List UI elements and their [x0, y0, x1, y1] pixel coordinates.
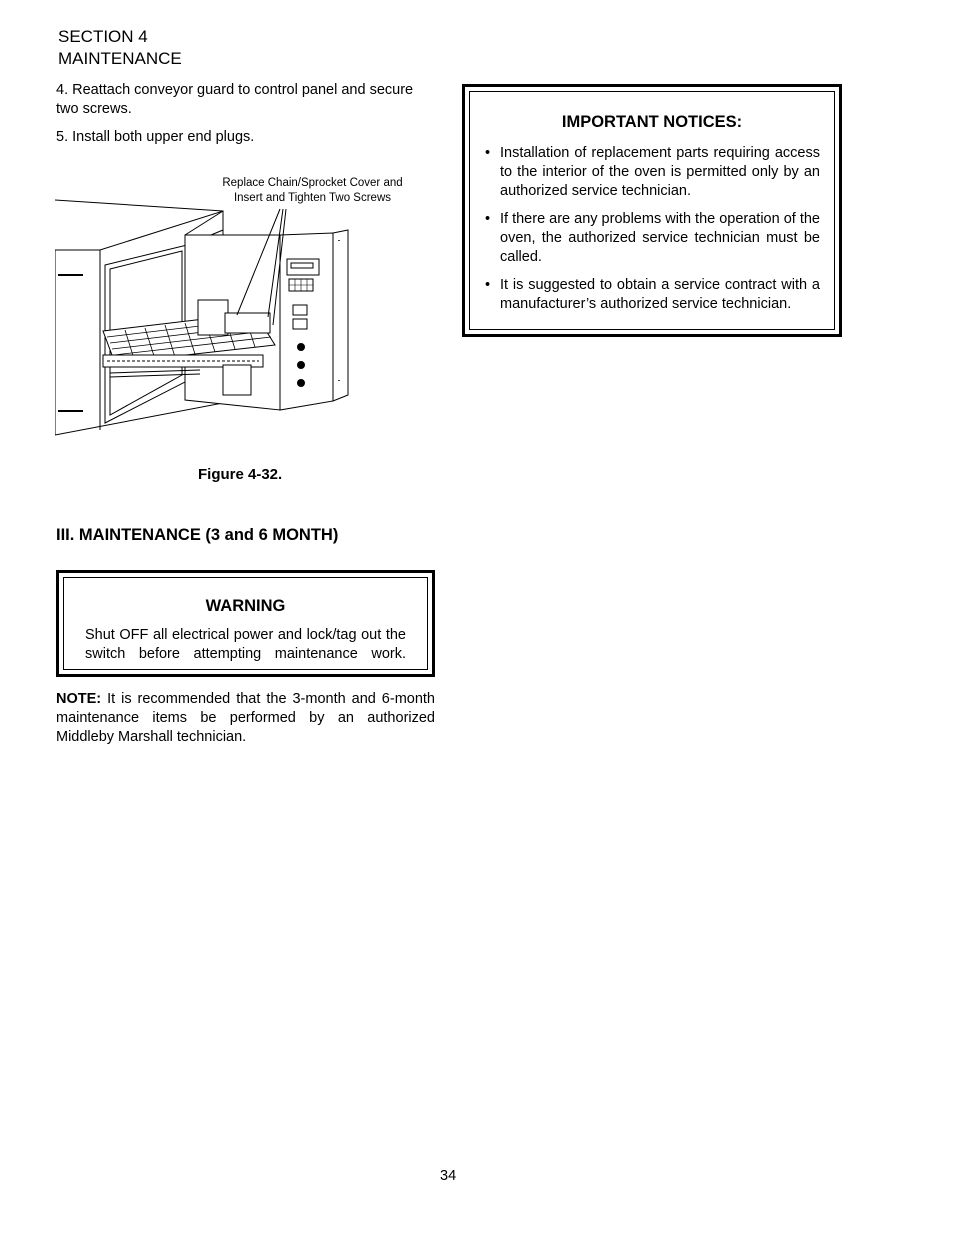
warning-box: [56, 570, 435, 677]
callout-line-1: Replace Chain/Sprocket Cover and: [222, 177, 403, 189]
section-number: SECTION 4: [58, 27, 148, 46]
page-number: 34: [440, 1168, 457, 1184]
notice-item: • It is suggested to obtain a service contract with a manufacturer’s authorized service technician.: [495, 276, 820, 314]
warning-text: Shut OFF all electrical power and lock/tag out the switch before attempting maintenance work.: [85, 627, 406, 662]
note-paragraph: [56, 690, 435, 747]
figure-label: Figure 4-32.: [198, 466, 283, 483]
notice-item: • If there are any problems with the operation of the oven, the authorized service technician must be called.: [495, 210, 820, 267]
notice-item: • Installation of replacement parts requiring access to the interior of the oven is permitted only by an authorized service technician.: [495, 144, 820, 201]
section-header: [58, 26, 182, 70]
warning-box-inner: [63, 577, 428, 670]
step-4: 4. Reattach conveyor guard to control panel and secure two screws.: [56, 82, 414, 117]
notices-list: [495, 144, 820, 323]
oven-conveyor-illustration: [55, 195, 355, 440]
note-label: NOTE:: [56, 691, 102, 707]
important-notices-box: [462, 84, 842, 337]
warning-title: WARNING: [205, 597, 286, 615]
note-text: It is recommended that the 3-month and 6-month maintenance items be performed by an authorized Middleby Marshall technician.: [56, 691, 435, 745]
maintenance-heading: III. MAINTENANCE (3 and 6 MONTH): [56, 526, 339, 544]
notices-title: IMPORTANT NOTICES:: [561, 113, 743, 131]
section-title: MAINTENANCE: [58, 49, 182, 68]
callout-line-2: Insert and Tighten Two Screws: [233, 192, 392, 204]
step-5: 5. Install both upper end plugs.: [56, 129, 255, 145]
notices-box-inner: [469, 91, 835, 330]
